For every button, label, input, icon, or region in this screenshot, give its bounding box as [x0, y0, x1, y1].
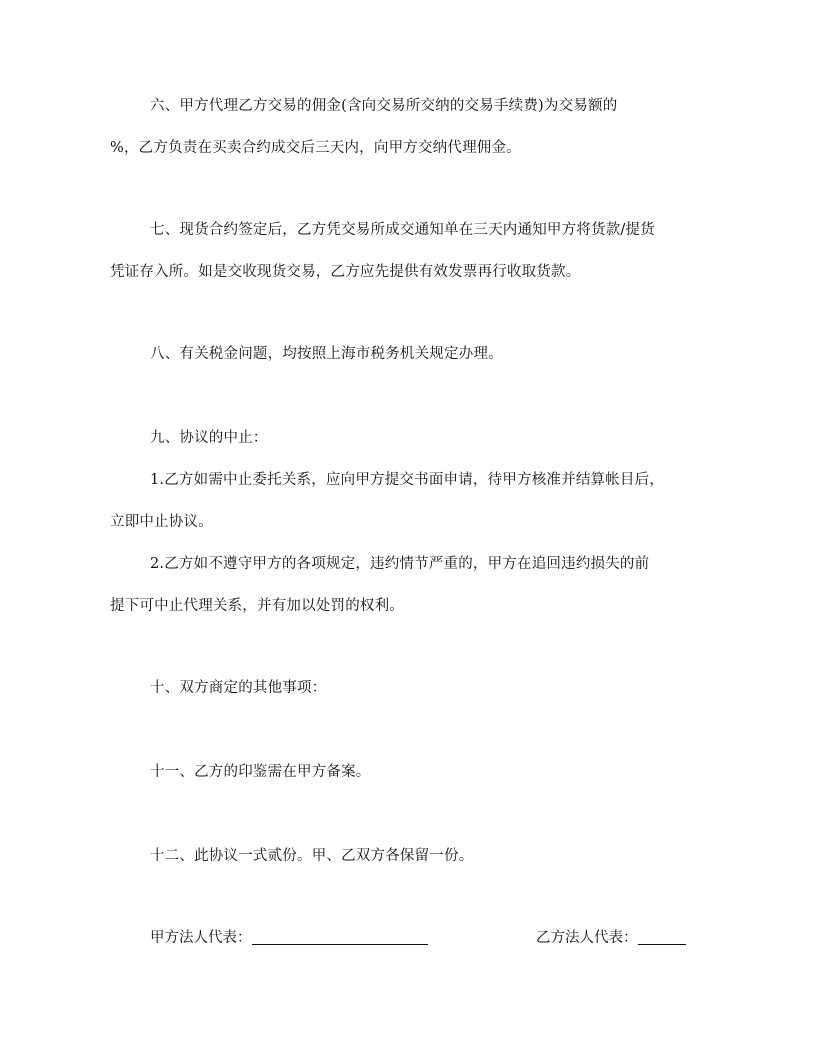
clause-9-item-2-line-1: 2.乙方如不遵守甲方的各项规定，违约情节严重的，甲方在追回违约损失的前	[150, 556, 650, 572]
party-a-signature	[150, 928, 428, 948]
clause-7-line-2: 凭证存入所。如是交收现货交易，乙方应先提供有效发票再行收取货款。	[110, 264, 581, 280]
clause-12-line-1: 十二、此协议一式贰份。甲、乙双方各保留一份。	[150, 848, 474, 864]
clause-9-title: 九、协议的中止：	[150, 430, 268, 446]
clause-8-line-1: 八、有关税金问题，均按照上海市税务机关规定办理。	[150, 346, 503, 362]
clause-6-line-2: %，乙方负责在买卖合约成交后三天内，向甲方交纳代理佣金。	[110, 140, 521, 156]
clause-7-line-1: 七、现货合约签定后，乙方凭交易所成交通知单在三天内通知甲方将货款/提货	[150, 222, 655, 238]
party-a-signature-blank	[252, 928, 428, 945]
party-b-label: 乙方法人代表：	[536, 930, 638, 946]
clause-6-line-1: 六、甲方代理乙方交易的佣金(含向交易所交纳的交易手续费)为交易额的	[150, 98, 618, 114]
party-b-signature	[536, 928, 686, 948]
party-b-signature-blank	[638, 928, 686, 945]
clause-9-item-2-line-2: 提下可中止代理关系，并有加以处罚的权利。	[110, 598, 404, 614]
clause-10-line-1: 十、双方商定的其他事项：	[150, 680, 327, 696]
clause-11-line-1: 十一、乙方的印鉴需在甲方备案。	[150, 764, 371, 780]
clause-9-item-1-line-1: 1.乙方如需中止委托关系，应向甲方提交书面申请，待甲方核准并结算帐目后，	[150, 472, 665, 488]
clause-9-item-1-line-2: 立即中止协议。	[110, 514, 213, 530]
party-a-label: 甲方法人代表：	[150, 930, 252, 946]
